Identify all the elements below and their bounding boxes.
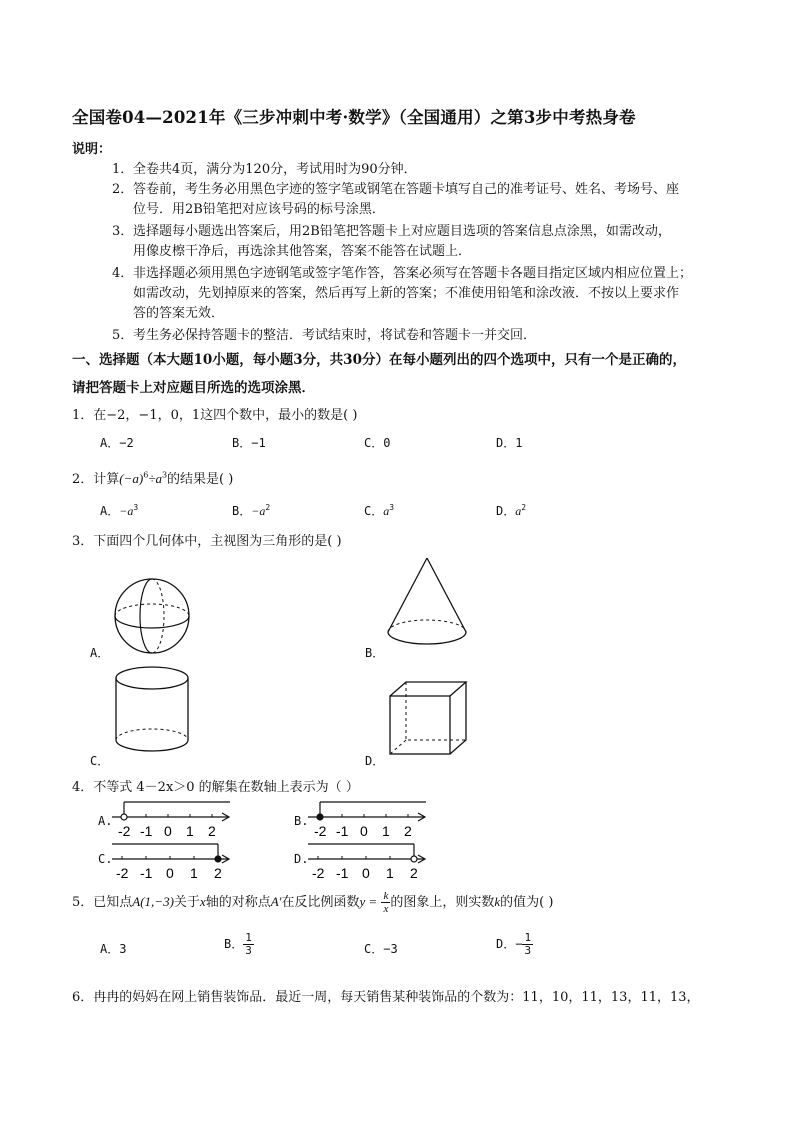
instruction-1-text: 全卷共4页，满分为120分，考试用时为90分钟． (133, 162, 417, 177)
tick-label: -1 (336, 823, 349, 839)
instruction-2-num: 2． (112, 182, 134, 197)
question-3-stem: 3．下面四个几何体中，主视图为三角形的是( ) (72, 534, 342, 549)
tick-label: 0 (166, 865, 174, 880)
question-4-label-c: C. (98, 852, 113, 866)
instruction-5-text: 考生务必保持答题卡的整洁．考试结束时，将试卷和答题卡一并交回． (133, 328, 537, 343)
cube-figure (386, 680, 476, 760)
tick-label: -1 (140, 823, 153, 839)
question-3-label-d: D． (365, 754, 385, 768)
instruction-2-line-2: 位号．用2B铅笔把对应该号码的标号涂黑． (133, 202, 385, 217)
tick-label: 2 (208, 823, 216, 839)
tick-label: 1 (186, 823, 194, 839)
page-title: 全国卷04—2021年《三步冲刺中考·数学》（全国通用）之第3步中考热身卷 (72, 108, 636, 127)
question-2-option-c: C．$a^3$ (364, 503, 395, 518)
question-5-option-b: B． $\frac{1}{3}$ (224, 931, 252, 957)
question-4-label-d: D. (294, 852, 309, 866)
number-line-d (306, 840, 432, 880)
instruction-5-num: 5． (112, 328, 134, 343)
question-6-stem: 6．冉冉的妈妈在网上销售装饰品．最近一周，每天销售某种装饰品的个数为：11，10，11，13，11，13， (72, 990, 700, 1005)
question-2-option-a: A．$-a^3$ (100, 503, 139, 518)
instruction-1-num: 1． (112, 162, 134, 177)
number-line-b (306, 800, 432, 840)
cylinder-figure (112, 664, 196, 760)
question-2-option-b: B．$-a^2$ (232, 503, 271, 518)
tick-label: -2 (118, 823, 131, 839)
tick-label: -2 (116, 865, 129, 880)
question-4-label-a: A. (98, 814, 113, 828)
instruction-4-line-1: 非选择题必须用黑色字迹钢笔或签字笔作答，答案必须写在答题卡各题目指定区域内相应位置上； (133, 266, 693, 281)
question-3-label-a: A． (90, 646, 110, 660)
tick-label: 2 (214, 865, 222, 880)
tick-label: 1 (382, 823, 390, 839)
number-line-c (110, 840, 236, 880)
instruction-4-line-3: 答的答案无效． (133, 306, 225, 321)
instruction-4-num: 4． (112, 266, 134, 281)
question-1-option-c: C．0 (364, 436, 391, 450)
question-5-option-d: D．− $\frac{1}{3}$ (496, 931, 532, 957)
question-1-option-d: D．1 (496, 436, 523, 450)
question-5-option-a: A．3 (100, 942, 127, 956)
question-1-option-a: A．−2 (100, 436, 134, 450)
sphere-figure (110, 574, 200, 660)
question-4-stem: 4．不等式 4－2x＞0 的解集在数轴上表示为（ ） (72, 780, 359, 795)
question-2-stem: 2．计算$(-a)^6\div a^3$的结果是( ) (72, 470, 234, 487)
tick-label: 1 (386, 865, 394, 880)
tick-label: 2 (410, 865, 418, 880)
tick-label: 2 (404, 823, 412, 839)
number-line-a (110, 800, 236, 840)
tick-label: 0 (360, 823, 368, 839)
instruction-3-line-2: 用像皮檫干净后，再选涂其他答案，答案不能答在试题上． (133, 244, 472, 259)
instruction-3-line-1: 选择题每小题选出答案后，用2B铅笔把答题卡上对应题目选项的答案信息点涂黑，如需改动， (133, 224, 671, 239)
question-1-option-b: B．−1 (232, 436, 266, 450)
fraction-k-over-x: $\frac{k}{x}$ (383, 890, 389, 915)
instruction-4-line-2: 如需改动，先划掉原来的答案，然后再写上新的答案；不准使用铅笔和涂改液．不按以上要求作 (133, 286, 680, 301)
question-5-option-c: C．−3 (364, 942, 398, 956)
question-5-stem: 5．已知点A(1,−3)关于x轴的对称点A′在反比例函数y = $\frac{k}{x}$ 的图象上，则实数k的值为( ) (72, 890, 554, 915)
question-1-stem: 1．在−2，−1，0，1这四个数中，最小的数是( ) (72, 408, 358, 423)
tick-label: -1 (140, 865, 153, 880)
section-heading-line-2: 请把答题卡上对应题目所选的选项涂黑． (72, 380, 315, 396)
tick-label: 1 (190, 865, 198, 880)
tick-label: -2 (312, 865, 325, 880)
question-4-label-b: B. (294, 814, 309, 828)
tick-label: -1 (336, 865, 349, 880)
cone-figure (384, 554, 474, 654)
instruction-3-num: 3． (112, 224, 134, 239)
section-heading-line-1: 一、选择题（本大题10小题，每小题3分，共30分）在每小题列出的四个选项中，只有一个是正确的， (72, 352, 686, 368)
instruction-2-line-1: 答卷前，考生务必用黑色字迹的签字笔或钢笔在答题卡填写自己的准考证号、姓名、考场号、座 (133, 182, 680, 197)
tick-label: 0 (164, 823, 172, 839)
question-2-option-d: D．$a^2$ (496, 503, 527, 518)
question-3-label-b: B． (365, 646, 385, 660)
tick-label: 0 (362, 865, 370, 880)
tick-label: -2 (314, 823, 327, 839)
question-3-label-c: C． (90, 754, 110, 768)
instructions-label: 说明： (72, 142, 112, 157)
